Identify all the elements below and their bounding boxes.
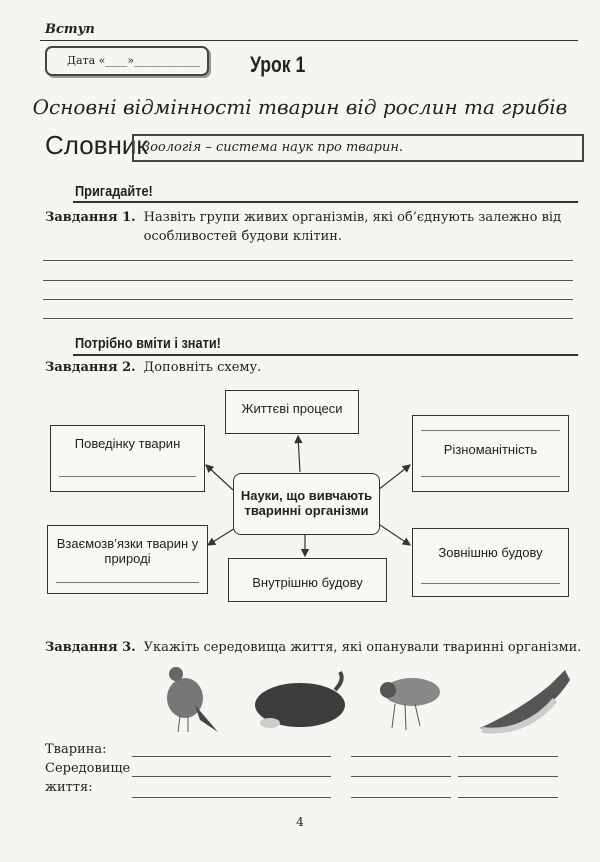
answer-line[interactable] — [458, 797, 558, 798]
answer-line[interactable] — [231, 776, 331, 777]
arrow — [378, 465, 410, 490]
glossary-definition: Зоологія – система наук про тварин. — [132, 134, 584, 162]
flea-icon — [380, 678, 440, 730]
answer-line[interactable] — [458, 756, 558, 757]
task3-text: Укажіть середовища життя, які опанували тваринні організми. — [143, 640, 582, 655]
task2-text: Доповніть схему. — [143, 360, 262, 375]
scheme-node-relations: Взаємозв’язки тварин у природі — [47, 525, 208, 594]
answer-line[interactable] — [351, 797, 451, 798]
page-number: 4 — [296, 815, 304, 829]
mole-icon — [255, 672, 345, 728]
answer-line[interactable] — [458, 776, 558, 777]
remember-heading: Пригадайте! — [75, 183, 153, 200]
task3-label: Завдання 3. — [45, 640, 136, 655]
scheme-node-external-structure: Зовнішню будову — [412, 528, 569, 597]
answer-line[interactable] — [231, 756, 331, 757]
whale-icon — [480, 670, 570, 732]
task1-text: Назвіть групи живих організмів, які об’єднують залежно від особливостей будови клітин. — [143, 210, 562, 244]
scheme-node-diversity: Різноманітність — [412, 415, 569, 492]
section-header: Вступ — [45, 22, 95, 37]
scheme-node-internal-structure: Внутрішню будову — [228, 558, 387, 602]
animal-row-label: Тварина: — [45, 742, 107, 757]
task1-label: Завдання 1. — [45, 210, 136, 225]
answer-line[interactable] — [231, 797, 331, 798]
answer-line[interactable] — [351, 776, 451, 777]
answer-line[interactable] — [351, 756, 451, 757]
arrow — [298, 436, 300, 472]
environment-row-label: Середовище — [45, 761, 131, 776]
lesson-title: Основні відмінності тварин від рослин та грибів — [32, 95, 568, 119]
answer-line[interactable] — [132, 756, 232, 757]
answer-line[interactable] — [132, 776, 232, 777]
scheme-center: Науки, що вивчають тваринні організми — [233, 473, 380, 535]
task2-label: Завдання 2. — [45, 360, 136, 375]
scheme-node-behavior: Поведінку тварин — [50, 425, 205, 492]
answer-line[interactable] — [132, 797, 232, 798]
environment-row-label-2: життя: — [45, 780, 93, 795]
pigeon-icon — [167, 667, 218, 732]
glossary-label: Словник — [45, 130, 148, 160]
scheme-node-life-processes: Життєві процеси — [225, 390, 359, 434]
lesson-number: Урок 1 — [250, 52, 306, 77]
date-field[interactable]: Дата «____»____________ — [45, 46, 209, 76]
arrow — [206, 465, 233, 490]
animal-pictures — [140, 660, 580, 740]
know-heading: Потрібно вміти і знати! — [75, 335, 221, 352]
arrow — [380, 525, 410, 545]
